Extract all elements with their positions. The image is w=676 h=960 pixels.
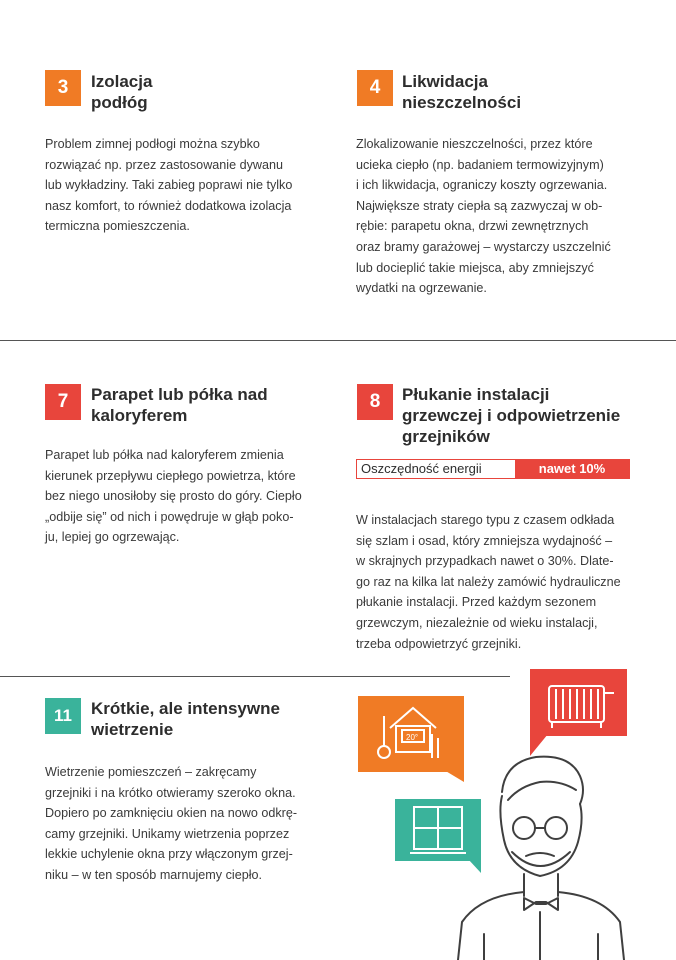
- section-7-body: Parapet lub półka nad kaloryferem zmienia kierunek przepływu ciepłego powietrza, które bez niego unosiłoby się prosto do góry. Ciepło „odbije się” od nich i powędruje w głąb poko- ju, lepiej go ogrzewając.: [45, 448, 302, 545]
- section-4-body: Zlokalizowanie nieszczelności, przez które ucieka ciepło (np. badaniem termowizyjnym) i ich likwidacja, ograniczy koszty ogrzewania. Największe straty ciepła są zazwyczaj w ob- rębie: parapetu okna, drzwi zewnętrznych oraz bramy garażowej – wystarczy uszczelnić lub docieplić takie miejsca, aby zmniejszyć wydatki na ogrzewanie.: [356, 137, 611, 296]
- energy-savings-value: nawet 10%: [515, 460, 629, 478]
- section-3-body: Problem zimnej podłogi można szybko rozwiązać np. przez zastosowanie dywanu lub wykładziny. Taki zabieg poprawi nie tylko nasz komfort, to również dodatkowa izolacja termiczna pomieszczenia.: [45, 137, 293, 234]
- thermostat-reading: 20°: [406, 733, 419, 742]
- thermostat-house-icon: [358, 696, 464, 782]
- radiator-icon: [530, 669, 627, 756]
- section-3-number-badge: 3: [45, 70, 81, 106]
- section-8-body: W instalacjach starego typu z czasem odkłada się szlam i osad, który zmniejsza wydajność – w skrajnych przypadkach nawet o 30%. Dlate- go raz na kilka lat należy zamówić hydrauliczne płukanie instalacji. Przed każdym sezonem grzewczym, niezależnie od wieku instalacji, trzeba odpowietrzyć grzejniki.: [356, 513, 621, 651]
- section-4-number-badge: 4: [357, 70, 393, 106]
- section-3-title: Izolacja podłóg: [91, 72, 153, 112]
- man-with-glasses-illustration: [458, 757, 624, 960]
- section-8-number-badge: 8: [357, 384, 393, 420]
- section-11-body: Wietrzenie pomieszczeń – zakręcamy grzejniki i na krótko otwieramy szeroko okna. Dopiero po zamknięciu okien na nowo odkrę- camy grzejniki. Unikamy wietrzenia poprzez lekkie uchylenie okna przy włączonym grzej- niku – w ten sposób marnujemy ciepło.: [45, 765, 298, 882]
- energy-savings-label: Oszczędność energii: [361, 461, 482, 476]
- section-7-number-badge: 7: [45, 384, 81, 420]
- window-icon: [395, 799, 481, 873]
- section-4-title: Likwidacja nieszczelności: [402, 72, 522, 112]
- section-11-title: Krótkie, ale intensywne wietrzenie: [91, 699, 280, 739]
- section-8-title: Płukanie instalacji grzewczej i odpowietrzenie grzejników: [402, 385, 621, 446]
- section-11-number-badge: 11: [45, 698, 81, 734]
- section-7-title: Parapet lub półka nad kaloryferem: [91, 385, 268, 425]
